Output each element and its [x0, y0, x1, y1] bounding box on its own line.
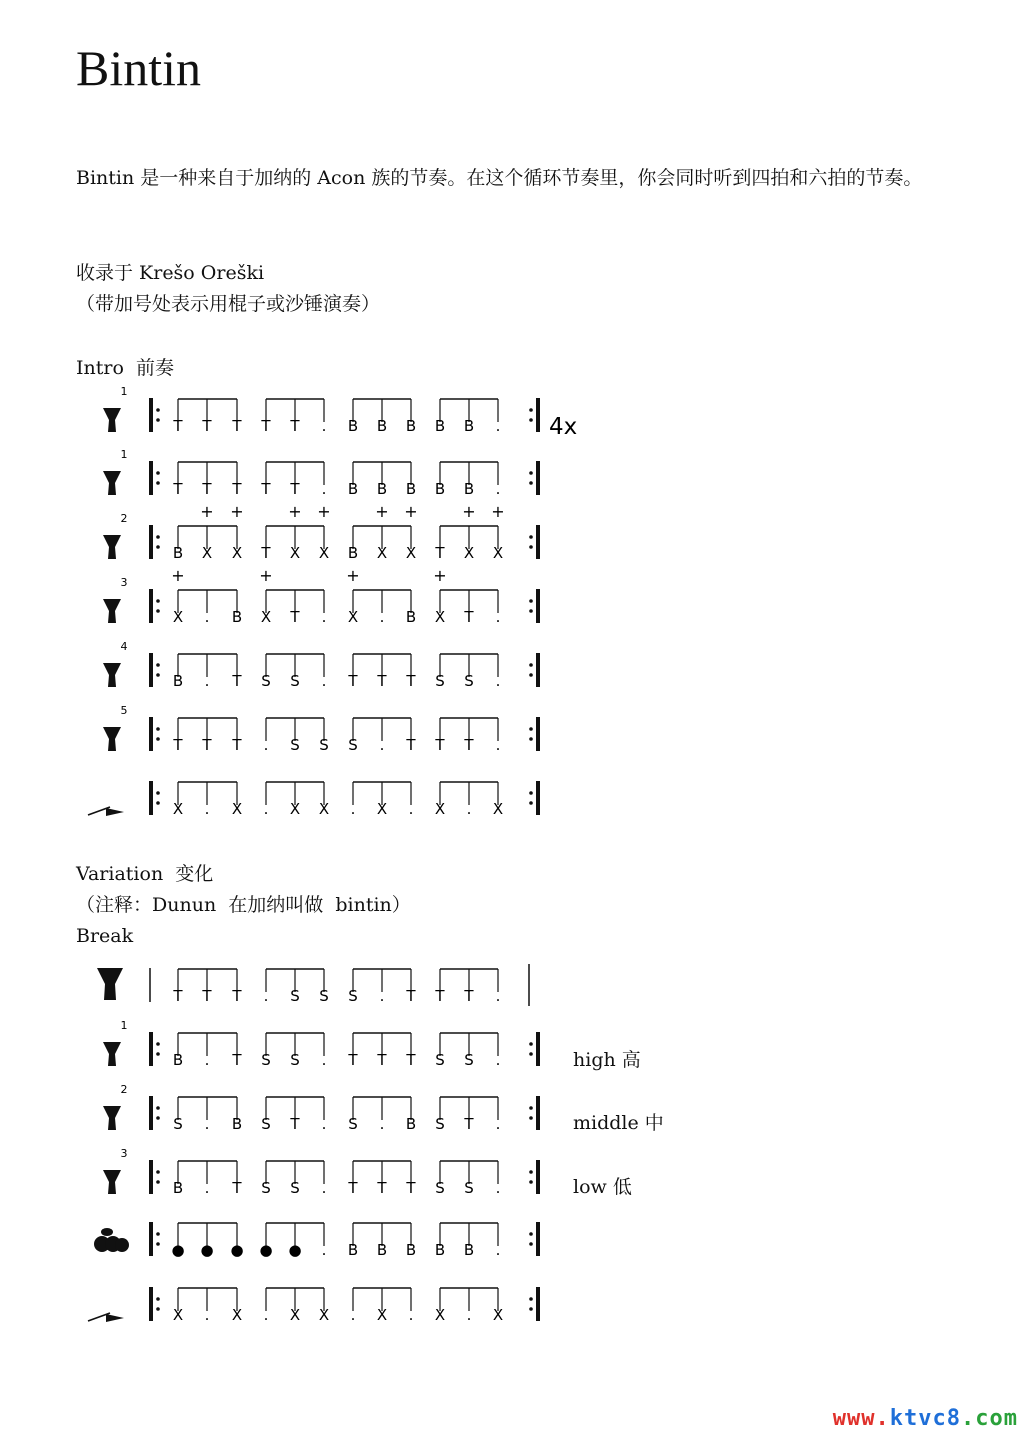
beat-stroke: B	[434, 1241, 446, 1259]
beat-stroke: S	[435, 1179, 445, 1197]
beat-stroke: .	[263, 736, 269, 754]
stick-mark: +	[200, 502, 214, 521]
repeat-start-barline	[149, 461, 153, 495]
beat-stroke: .	[466, 1306, 472, 1324]
beat-stroke: S	[348, 987, 358, 1005]
beat-stroke: S	[348, 736, 358, 754]
stick-mark: +	[375, 502, 389, 521]
beat-stroke: S	[435, 672, 445, 690]
voice-number: 3	[120, 576, 128, 589]
beat-stroke: .	[204, 608, 210, 626]
stick-mark: +	[288, 502, 302, 521]
stick-mark: +	[317, 502, 331, 521]
repeat-start-barline	[149, 717, 153, 751]
beat-stroke: S	[319, 736, 329, 754]
beat-stroke: .	[204, 1306, 210, 1324]
beat-stroke: X	[434, 800, 446, 818]
beat-stroke: B	[463, 1241, 475, 1259]
beat-stroke: .	[495, 987, 501, 1005]
beat-stroke: .	[263, 800, 269, 818]
repeat-start-barline	[149, 1287, 153, 1321]
beat-stroke: X	[492, 1306, 504, 1324]
repeat-start-barline	[149, 589, 153, 623]
beat-stroke: T	[232, 672, 242, 690]
beat-stroke: S	[261, 1115, 271, 1133]
repeat-start-barline	[149, 1096, 153, 1130]
credit-line: 收录于 Krešo Oreški	[76, 262, 265, 284]
dunun-icon	[94, 1228, 129, 1252]
beat-stroke: S	[290, 672, 300, 690]
beat-stroke: .	[379, 608, 385, 626]
beat-stroke: T	[435, 987, 445, 1005]
beat-stroke: X	[231, 800, 243, 818]
beat-stroke: X	[463, 544, 475, 562]
rhythm-row	[103, 1147, 540, 1197]
beat-stroke: X	[434, 1306, 446, 1324]
voice-number: 4	[120, 640, 128, 653]
beat-stroke: T	[202, 987, 212, 1005]
pitch-label-high: high 高	[573, 1049, 641, 1071]
beat-stroke: X	[376, 1306, 388, 1324]
beat-stroke: T	[173, 987, 183, 1005]
beat-stroke: T	[232, 987, 242, 1005]
beat-stroke: T	[173, 736, 183, 754]
djembe-icon	[103, 1042, 121, 1066]
beat-stroke: T	[406, 1179, 416, 1197]
beat-stroke: T	[377, 672, 387, 690]
beat-stroke: B	[172, 672, 184, 690]
beat-stroke: S	[290, 1179, 300, 1197]
beat-stroke: S	[261, 672, 271, 690]
beat-stroke: ●	[171, 1241, 185, 1259]
djembe-icon	[103, 1106, 121, 1130]
pitch-label-low: low 低	[573, 1176, 632, 1198]
beat-stroke: .	[350, 1306, 356, 1324]
bell-icon	[106, 1314, 124, 1322]
djembe-icon	[97, 968, 123, 1000]
beat-stroke: ●	[288, 1241, 302, 1259]
beat-stroke: S	[464, 1179, 474, 1197]
beat-stroke: .	[495, 1241, 501, 1259]
beat-stroke: X	[172, 608, 184, 626]
rhythm-row	[103, 704, 540, 754]
beat-stroke: .	[408, 1306, 414, 1324]
beat-stroke: X	[172, 1306, 184, 1324]
djembe-icon	[103, 1170, 121, 1194]
repeat-end-barline	[536, 398, 540, 432]
djembe-icon	[103, 535, 121, 559]
stick-mark: +	[404, 502, 418, 521]
beat-stroke: B	[347, 1241, 359, 1259]
beat-stroke: X	[318, 1306, 330, 1324]
beat-stroke: .	[379, 1115, 385, 1133]
beat-stroke: T	[406, 736, 416, 754]
beat-stroke: .	[204, 672, 210, 690]
beat-stroke: .	[495, 1051, 501, 1069]
beat-stroke: T	[406, 1051, 416, 1069]
beat-stroke: X	[231, 544, 243, 562]
stick-mark: +	[433, 566, 447, 585]
beat-stroke: T	[232, 480, 242, 498]
voice-number: 1	[120, 385, 128, 398]
section-variation-heading: Variation 变化	[76, 863, 214, 885]
stick-mark: +	[171, 566, 185, 585]
repeat-start-barline	[149, 1032, 153, 1066]
rhythm-row	[88, 781, 540, 818]
beat-stroke: .	[495, 736, 501, 754]
beat-stroke: B	[405, 608, 417, 626]
rhythm-row	[103, 1019, 540, 1069]
voice-number: 2	[120, 1083, 128, 1096]
beat-stroke: T	[377, 1179, 387, 1197]
beat-stroke: ●	[259, 1241, 273, 1259]
beat-stroke: T	[232, 1051, 242, 1069]
repeat-end-barline	[536, 1222, 540, 1256]
bell-icon	[106, 808, 124, 816]
beat-stroke: B	[231, 608, 243, 626]
beat-stroke: B	[434, 417, 446, 435]
djembe-icon	[103, 727, 121, 751]
beat-stroke: T	[435, 736, 445, 754]
beat-stroke: T	[464, 736, 474, 754]
beat-stroke: X	[318, 800, 330, 818]
beat-stroke: X	[376, 544, 388, 562]
beat-stroke: B	[376, 417, 388, 435]
rhythm-row	[103, 566, 540, 626]
beat-stroke: .	[263, 987, 269, 1005]
repeat-start-barline	[149, 1222, 153, 1256]
beat-stroke: T	[464, 608, 474, 626]
stick-mark: +	[259, 566, 273, 585]
beat-stroke: X	[289, 800, 301, 818]
beat-stroke: T	[232, 1179, 242, 1197]
beat-stroke: .	[350, 800, 356, 818]
beat-stroke: .	[321, 1179, 327, 1197]
beat-stroke: B	[347, 480, 359, 498]
beat-stroke: T	[261, 480, 271, 498]
beat-stroke: X	[201, 544, 213, 562]
rhythm-description: Bintin 是一种来自于加纳的 Acon 族的节奏。在这个循环节奏里，你会同时听到四拍和六拍的节奏。	[76, 167, 923, 189]
beat-stroke: T	[406, 672, 416, 690]
repeat-end-barline	[536, 1160, 540, 1194]
stick-mark: +	[491, 502, 505, 521]
beat-stroke: B	[463, 480, 475, 498]
beat-stroke: X	[376, 800, 388, 818]
beat-stroke: T	[202, 736, 212, 754]
beat-stroke: .	[321, 480, 327, 498]
repeat-start-barline	[149, 398, 153, 432]
beat-stroke: .	[321, 1115, 327, 1133]
beat-stroke: .	[495, 1179, 501, 1197]
repeat-end-barline	[536, 1032, 540, 1066]
rhythm-row	[88, 1287, 540, 1324]
beat-stroke: .	[321, 1241, 327, 1259]
site-watermark: www.ktvc8.com	[832, 1406, 1018, 1431]
beat-stroke: T	[290, 1115, 300, 1133]
beat-stroke: S	[348, 1115, 358, 1133]
beat-stroke: T	[464, 987, 474, 1005]
beat-stroke: T	[348, 1179, 358, 1197]
beat-stroke: S	[319, 987, 329, 1005]
repeat-end-barline	[536, 653, 540, 687]
beat-stroke: S	[435, 1115, 445, 1133]
beat-stroke: .	[495, 480, 501, 498]
repeat-count: 4x	[549, 414, 578, 440]
beat-stroke: T	[377, 1051, 387, 1069]
variation-note: （注释：Dunun 在加纳叫做 bintin）	[76, 894, 411, 916]
stick-note: （带加号处表示用棍子或沙锤演奏）	[76, 293, 381, 315]
beat-stroke: T	[232, 736, 242, 754]
page-title: Bintin	[76, 40, 202, 96]
voice-number: 1	[120, 448, 128, 461]
beat-stroke: B	[434, 480, 446, 498]
beat-stroke: .	[321, 417, 327, 435]
rhythm-row	[103, 640, 540, 690]
repeat-end-barline	[536, 1287, 540, 1321]
beat-stroke: .	[495, 417, 501, 435]
beat-stroke: S	[261, 1179, 271, 1197]
beat-stroke: T	[348, 1051, 358, 1069]
repeat-start-barline	[149, 781, 153, 815]
beat-stroke: B	[172, 1051, 184, 1069]
beat-stroke: B	[405, 1241, 417, 1259]
djembe-icon	[103, 408, 121, 432]
rhythm-row	[103, 448, 540, 498]
beat-stroke: .	[495, 1115, 501, 1133]
voice-number: 2	[120, 512, 128, 525]
beat-stroke: ●	[230, 1241, 244, 1259]
beat-stroke: T	[290, 480, 300, 498]
beat-stroke: S	[435, 1051, 445, 1069]
beat-stroke: T	[173, 480, 183, 498]
beat-stroke: T	[202, 417, 212, 435]
beat-stroke: .	[495, 608, 501, 626]
beat-stroke: B	[463, 417, 475, 435]
repeat-end-barline	[536, 525, 540, 559]
beat-stroke: .	[204, 1115, 210, 1133]
rhythm-row	[94, 1222, 540, 1259]
beat-stroke: T	[435, 544, 445, 562]
beat-stroke: S	[464, 672, 474, 690]
beat-stroke: B	[172, 1179, 184, 1197]
beat-stroke: T	[173, 417, 183, 435]
stick-mark: +	[346, 566, 360, 585]
beat-stroke: X	[231, 1306, 243, 1324]
rhythm-row	[103, 385, 577, 440]
beat-stroke: S	[173, 1115, 183, 1133]
beat-stroke: B	[231, 1115, 243, 1133]
beat-stroke: B	[405, 417, 417, 435]
beat-stroke: X	[492, 544, 504, 562]
rhythm-row	[103, 502, 540, 562]
voice-number: 5	[120, 704, 128, 717]
beat-stroke: T	[348, 672, 358, 690]
beat-stroke: B	[376, 1241, 388, 1259]
beat-stroke: X	[434, 608, 446, 626]
stick-mark: +	[462, 502, 476, 521]
beat-stroke: X	[289, 1306, 301, 1324]
beat-stroke: T	[232, 417, 242, 435]
beat-stroke: .	[204, 800, 210, 818]
beat-stroke: .	[321, 608, 327, 626]
beat-stroke: B	[405, 1115, 417, 1133]
beat-stroke: B	[347, 417, 359, 435]
beat-stroke: B	[172, 544, 184, 562]
djembe-icon	[103, 663, 121, 687]
rhythm-row	[103, 1083, 540, 1133]
beat-stroke: .	[321, 672, 327, 690]
beat-stroke: .	[204, 1179, 210, 1197]
beat-stroke: T	[290, 608, 300, 626]
repeat-end-barline	[536, 717, 540, 751]
repeat-end-barline	[536, 589, 540, 623]
repeat-start-barline	[149, 653, 153, 687]
beat-stroke: B	[376, 480, 388, 498]
beat-stroke: .	[495, 672, 501, 690]
repeat-start-barline	[149, 1160, 153, 1194]
beat-stroke: T	[290, 417, 300, 435]
beat-stroke: .	[466, 800, 472, 818]
beat-stroke: B	[405, 480, 417, 498]
beat-stroke: .	[408, 800, 414, 818]
rhythm-row	[97, 964, 529, 1006]
beat-stroke: S	[464, 1051, 474, 1069]
djembe-icon	[103, 599, 121, 623]
pitch-label-middle: middle 中	[573, 1112, 664, 1134]
repeat-end-barline	[536, 1096, 540, 1130]
section-break-heading: Break	[76, 925, 134, 947]
beat-stroke: T	[261, 417, 271, 435]
beat-stroke: T	[261, 544, 271, 562]
beat-stroke: X	[347, 608, 359, 626]
beat-stroke: .	[321, 1051, 327, 1069]
section-intro-heading: Intro 前奏	[76, 357, 174, 379]
beat-stroke: S	[290, 987, 300, 1005]
beat-stroke: T	[202, 480, 212, 498]
beat-stroke: .	[263, 1306, 269, 1324]
beat-stroke: X	[492, 800, 504, 818]
repeat-end-barline	[536, 781, 540, 815]
beat-stroke: B	[347, 544, 359, 562]
beat-stroke: T	[406, 987, 416, 1005]
beat-stroke: X	[260, 608, 272, 626]
beat-stroke: X	[318, 544, 330, 562]
beat-stroke: ●	[200, 1241, 214, 1259]
beat-stroke: S	[290, 1051, 300, 1069]
djembe-icon	[103, 471, 121, 495]
beat-stroke: T	[464, 1115, 474, 1133]
stick-mark: +	[230, 502, 244, 521]
repeat-end-barline	[536, 461, 540, 495]
voice-number: 3	[120, 1147, 128, 1160]
beat-stroke: .	[204, 1051, 210, 1069]
beat-stroke: .	[379, 736, 385, 754]
beat-stroke: S	[290, 736, 300, 754]
beat-stroke: S	[261, 1051, 271, 1069]
voice-number: 1	[120, 1019, 128, 1032]
beat-stroke: .	[379, 987, 385, 1005]
beat-stroke: X	[405, 544, 417, 562]
repeat-start-barline	[149, 525, 153, 559]
beat-stroke: X	[172, 800, 184, 818]
beat-stroke: X	[289, 544, 301, 562]
